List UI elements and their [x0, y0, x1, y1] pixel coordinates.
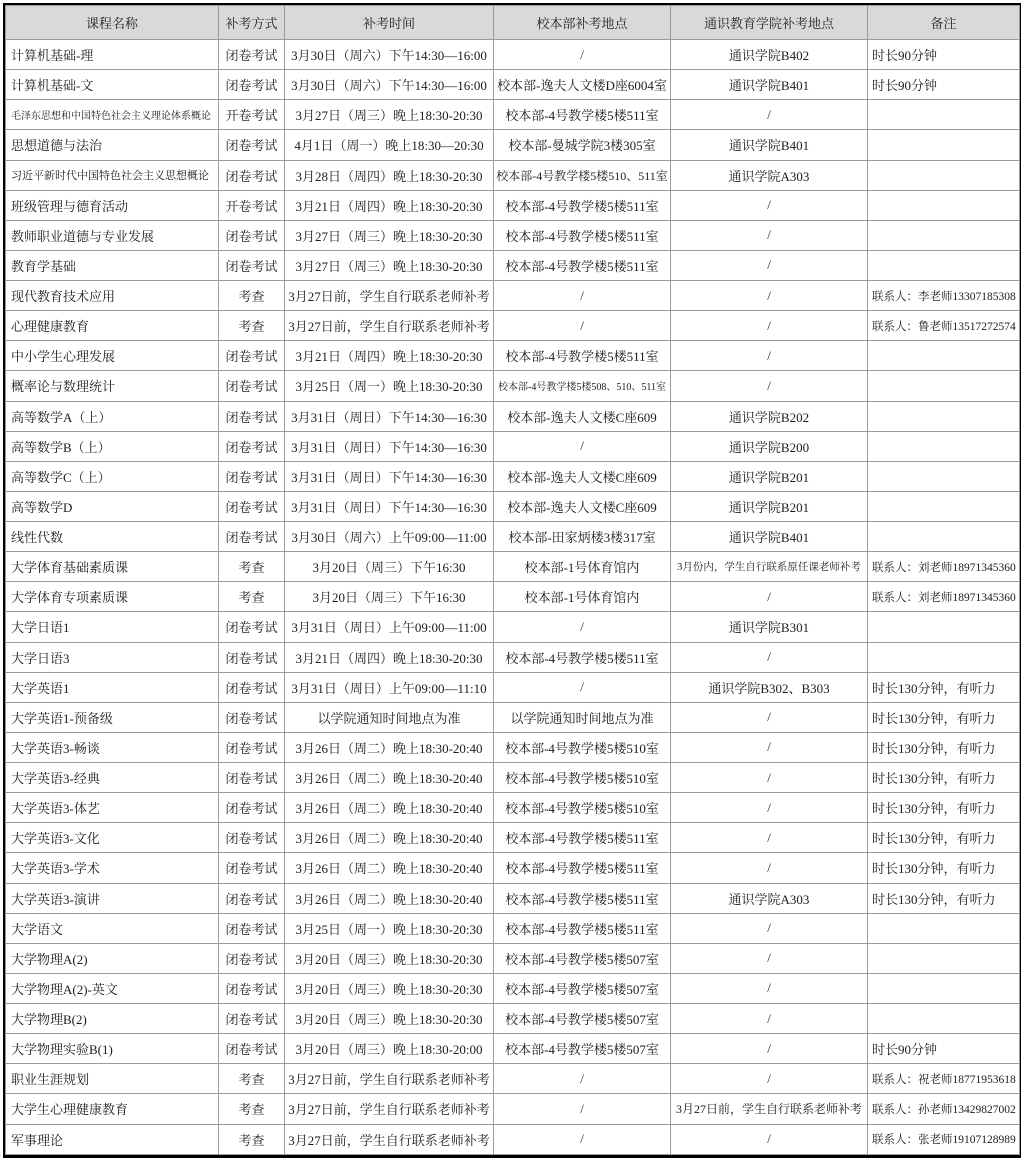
- table-cell: 通识学院B201: [671, 491, 868, 521]
- table-cell: 职业生涯规划: [6, 1064, 219, 1094]
- table-cell: 大学生心理健康教育: [6, 1094, 219, 1124]
- table-cell: 3月27日（周三）晚上18:30-20:30: [285, 250, 494, 280]
- table-cell: 校本部-4号教学楼5楼511室: [494, 190, 671, 220]
- table-row: [6, 281, 1020, 311]
- table-cell: 3月20日（周三）晚上18:30-20:30: [285, 943, 494, 973]
- table-cell: [868, 160, 1020, 190]
- table-cell: [868, 522, 1020, 552]
- table-header: [6, 6, 1020, 40]
- table-cell: 闭卷考试: [219, 341, 285, 371]
- table-cell: [868, 130, 1020, 160]
- table-cell: 3月26日（周二）晚上18:30-20:40: [285, 883, 494, 913]
- table-cell: 大学体育专项素质课: [6, 582, 219, 612]
- table-cell: /: [671, 250, 868, 280]
- table-cell: 时长130分钟，有听力: [868, 702, 1020, 732]
- table-cell: 大学英语3-畅谈: [6, 732, 219, 762]
- table-cell: 习近平新时代中国特色社会主义思想概论: [6, 160, 219, 190]
- table-cell: /: [671, 763, 868, 793]
- table-cell: 高等数学B（上）: [6, 431, 219, 461]
- table-cell: 3月份内，学生自行联系原任课老师补考: [671, 552, 868, 582]
- table-cell: 闭卷考试: [219, 883, 285, 913]
- table-cell: 线性代数: [6, 522, 219, 552]
- table-cell: 思想道德与法治: [6, 130, 219, 160]
- table-cell: /: [671, 1034, 868, 1064]
- table-row: [6, 793, 1020, 823]
- table-row: [6, 732, 1020, 762]
- table-cell: 大学物理A(2): [6, 943, 219, 973]
- table-cell: [868, 491, 1020, 521]
- table-cell: 闭卷考试: [219, 793, 285, 823]
- table-row: [6, 883, 1020, 913]
- table-cell: /: [671, 853, 868, 883]
- table-cell: 校本部-4号教学楼5楼511室: [494, 250, 671, 280]
- header-exam-time: 补考时间: [285, 6, 494, 40]
- table-cell: 3月26日（周二）晚上18:30-20:40: [285, 853, 494, 883]
- table-cell: 3月27日前，学生自行联系老师补考: [285, 1064, 494, 1094]
- table-cell: 时长130分钟，有听力: [868, 793, 1020, 823]
- table-cell: 时长130分钟，有听力: [868, 823, 1020, 853]
- table-cell: [868, 401, 1020, 431]
- table-cell: 3月27日（周三）晚上18:30-20:30: [285, 100, 494, 130]
- table-row: [6, 702, 1020, 732]
- table-cell: /: [671, 311, 868, 341]
- table-cell: 校本部-4号教学楼5楼511室: [494, 883, 671, 913]
- table-row: [6, 160, 1020, 190]
- table-cell: 3月21日（周四）晚上18:30-20:30: [285, 642, 494, 672]
- table-cell: /: [671, 1124, 868, 1155]
- table-cell: 闭卷考试: [219, 943, 285, 973]
- table-cell: 3月25日（周一）晚上18:30-20:30: [285, 913, 494, 943]
- table-cell: 3月25日（周一）晚上18:30-20:30: [285, 371, 494, 401]
- table-cell: 3月21日（周四）晚上18:30-20:30: [285, 190, 494, 220]
- table-cell: 联系人：刘老师18971345360: [868, 582, 1020, 612]
- table-cell: 3月27日前，学生自行联系老师补考: [285, 1124, 494, 1155]
- table-cell: 闭卷考试: [219, 1004, 285, 1034]
- table-cell: [868, 100, 1020, 130]
- table-cell: 闭卷考试: [219, 1034, 285, 1064]
- table-cell: 通识学院A303: [671, 160, 868, 190]
- table-cell: 毛泽东思想和中国特色社会主义理论体系概论: [6, 100, 219, 130]
- table-cell: 闭卷考试: [219, 702, 285, 732]
- table-row: [6, 431, 1020, 461]
- table-cell: [868, 371, 1020, 401]
- table-row: [6, 100, 1020, 130]
- table-cell: 通识学院B301: [671, 612, 868, 642]
- table-cell: 3月31日（周日）上午09:00—11:10: [285, 672, 494, 702]
- table-cell: 计算机基础-理: [6, 40, 219, 70]
- table-cell: 班级管理与德育活动: [6, 190, 219, 220]
- table-cell: /: [494, 40, 671, 70]
- table-cell: 闭卷考试: [219, 160, 285, 190]
- table-cell: 校本部-曼城学院3楼305室: [494, 130, 671, 160]
- table-cell: /: [494, 1094, 671, 1124]
- table-cell: [868, 642, 1020, 672]
- table-cell: 闭卷考试: [219, 672, 285, 702]
- table-cell: 考查: [219, 1124, 285, 1155]
- table-cell: 校本部-4号教学楼5楼511室: [494, 100, 671, 130]
- table-cell: 校本部-1号体育馆内: [494, 582, 671, 612]
- table-row: [6, 401, 1020, 431]
- table-cell: 闭卷考试: [219, 763, 285, 793]
- table-cell: 3月26日（周二）晚上18:30-20:40: [285, 793, 494, 823]
- table-cell: 3月20日（周三）下午16:30: [285, 582, 494, 612]
- table-row: [6, 461, 1020, 491]
- table-cell: /: [671, 732, 868, 762]
- table-cell: 3月26日（周二）晚上18:30-20:40: [285, 823, 494, 853]
- table-cell: 3月27日前，学生自行联系老师补考: [671, 1094, 868, 1124]
- table-cell: /: [671, 371, 868, 401]
- table-cell: /: [671, 702, 868, 732]
- table-cell: 3月31日（周日）下午14:30—16:30: [285, 491, 494, 521]
- table-cell: 教育学基础: [6, 250, 219, 280]
- table-cell: 闭卷考试: [219, 732, 285, 762]
- table-cell: 时长130分钟，有听力: [868, 883, 1020, 913]
- table-cell: 校本部-4号教学楼5楼507室: [494, 1034, 671, 1064]
- table-cell: 校本部-4号教学楼5楼511室: [494, 853, 671, 883]
- table-cell: /: [671, 1064, 868, 1094]
- table-cell: [868, 220, 1020, 250]
- table-cell: /: [494, 1064, 671, 1094]
- table-cell: 3月21日（周四）晚上18:30-20:30: [285, 341, 494, 371]
- table-cell: 3月27日前，学生自行联系老师补考: [285, 1094, 494, 1124]
- table-cell: 通识学院B302、B303: [671, 672, 868, 702]
- table-cell: 考查: [219, 311, 285, 341]
- table-cell: /: [494, 1124, 671, 1155]
- table-cell: 中小学生心理发展: [6, 341, 219, 371]
- table-cell: 大学英语3-文化: [6, 823, 219, 853]
- table-cell: 考查: [219, 1094, 285, 1124]
- table-cell: 闭卷考试: [219, 853, 285, 883]
- table-cell: 高等数学C（上）: [6, 461, 219, 491]
- exam-table-body: [6, 40, 1020, 1155]
- table-cell: 闭卷考试: [219, 220, 285, 250]
- table-cell: 闭卷考试: [219, 522, 285, 552]
- table-row: [6, 190, 1020, 220]
- table-cell: 闭卷考试: [219, 642, 285, 672]
- table-cell: 时长130分钟，有听力: [868, 763, 1020, 793]
- table-row: [6, 1004, 1020, 1034]
- table-cell: 大学英语1: [6, 672, 219, 702]
- table-cell: 时长130分钟，有听力: [868, 853, 1020, 883]
- table-row: [6, 1034, 1020, 1064]
- table-cell: 3月26日（周二）晚上18:30-20:40: [285, 763, 494, 793]
- table-cell: 校本部-4号教学楼5楼511室: [494, 913, 671, 943]
- header-remarks: 备注: [868, 6, 1020, 40]
- table-cell: 校本部-4号教学楼5楼510室: [494, 793, 671, 823]
- table-cell: 通识学院B202: [671, 401, 868, 431]
- table-cell: 教师职业道德与专业发展: [6, 220, 219, 250]
- table-cell: 闭卷考试: [219, 612, 285, 642]
- table-cell: 3月20日（周三）晚上18:30-20:30: [285, 1004, 494, 1034]
- table-cell: /: [671, 793, 868, 823]
- table-cell: 3月20日（周三）晚上18:30-20:30: [285, 973, 494, 1003]
- table-cell: 3月31日（周日）上午09:00—11:00: [285, 612, 494, 642]
- table-cell: 联系人：祝老师18771953618: [868, 1064, 1020, 1094]
- table-row: [6, 853, 1020, 883]
- table-cell: 闭卷考试: [219, 913, 285, 943]
- table-cell: 3月27日（周三）晚上18:30-20:30: [285, 220, 494, 250]
- table-row: [6, 913, 1020, 943]
- table-cell: /: [671, 190, 868, 220]
- table-cell: [868, 190, 1020, 220]
- table-cell: 3月20日（周三）下午16:30: [285, 552, 494, 582]
- table-cell: 大学英语3-体艺: [6, 793, 219, 823]
- table-cell: 校本部-4号教学楼5楼508、510、511室: [494, 371, 671, 401]
- table-cell: 时长90分钟: [868, 40, 1020, 70]
- table-cell: 联系人：鲁老师13517272574: [868, 311, 1020, 341]
- header-main-campus-location: 校本部补考地点: [494, 6, 671, 40]
- table-cell: 校本部-4号教学楼5楼511室: [494, 823, 671, 853]
- table-cell: [868, 250, 1020, 280]
- table-row: [6, 250, 1020, 280]
- table-cell: 校本部-逸夫人文楼D座6004室: [494, 70, 671, 100]
- table-cell: /: [671, 823, 868, 853]
- table-row: [6, 220, 1020, 250]
- table-cell: 考查: [219, 552, 285, 582]
- table-cell: 大学日语1: [6, 612, 219, 642]
- table-cell: 3月27日前，学生自行联系老师补考: [285, 281, 494, 311]
- table-cell: /: [671, 642, 868, 672]
- table-cell: 3月26日（周二）晚上18:30-20:40: [285, 732, 494, 762]
- table-cell: 以学院通知时间地点为准: [494, 702, 671, 732]
- table-cell: 校本部-4号教学楼5楼507室: [494, 973, 671, 1003]
- table-cell: 校本部-4号教学楼5楼510室: [494, 763, 671, 793]
- table-cell: 闭卷考试: [219, 491, 285, 521]
- table-cell: /: [671, 582, 868, 612]
- table-cell: 校本部-1号体育馆内: [494, 552, 671, 582]
- table-cell: 3月31日（周日）下午14:30—16:30: [285, 401, 494, 431]
- table-cell: /: [671, 341, 868, 371]
- table-cell: 3月31日（周日）下午14:30—16:30: [285, 461, 494, 491]
- table-cell: 考查: [219, 281, 285, 311]
- table-row: [6, 973, 1020, 1003]
- table-cell: 闭卷考试: [219, 461, 285, 491]
- table-cell: [868, 431, 1020, 461]
- table-row: [6, 371, 1020, 401]
- table-cell: 3月27日前，学生自行联系老师补考: [285, 311, 494, 341]
- table-cell: 通识学院A303: [671, 883, 868, 913]
- table-cell: [868, 341, 1020, 371]
- header-exam-method: 补考方式: [219, 6, 285, 40]
- table-row: [6, 341, 1020, 371]
- table-cell: 3月31日（周日）下午14:30—16:30: [285, 431, 494, 461]
- table-cell: 闭卷考试: [219, 250, 285, 280]
- table-cell: /: [671, 281, 868, 311]
- table-cell: 通识学院B201: [671, 461, 868, 491]
- table-cell: 大学物理A(2)-英文: [6, 973, 219, 1003]
- makeup-exam-table: [5, 5, 1020, 1155]
- table-cell: 时长90分钟: [868, 1034, 1020, 1064]
- table-cell: /: [494, 612, 671, 642]
- table-cell: 联系人：李老师13307185308: [868, 281, 1020, 311]
- table-cell: 校本部-4号教学楼5楼507室: [494, 1004, 671, 1034]
- table-cell: [868, 973, 1020, 1003]
- table-cell: /: [494, 672, 671, 702]
- table-row: [6, 612, 1020, 642]
- table-cell: 大学英语3-学术: [6, 853, 219, 883]
- table-row: [6, 130, 1020, 160]
- table-row: [6, 642, 1020, 672]
- table-row: [6, 1094, 1020, 1124]
- table-cell: 大学体育基础素质课: [6, 552, 219, 582]
- table-cell: 联系人：孙老师13429827002: [868, 1094, 1020, 1124]
- table-cell: 计算机基础-文: [6, 70, 219, 100]
- table-cell: 联系人：刘老师18971345360: [868, 552, 1020, 582]
- table-cell: 高等数学A（上）: [6, 401, 219, 431]
- table-cell: 校本部-4号教学楼5楼511室: [494, 220, 671, 250]
- table-cell: [868, 943, 1020, 973]
- table-cell: 现代教育技术应用: [6, 281, 219, 311]
- table-cell: 闭卷考试: [219, 40, 285, 70]
- table-cell: 时长90分钟: [868, 70, 1020, 100]
- table-cell: 4月1日（周一）晚上18:30—20:30: [285, 130, 494, 160]
- table-cell: 以学院通知时间地点为准: [285, 702, 494, 732]
- table-cell: 时长130分钟，有听力: [868, 732, 1020, 762]
- table-cell: 考查: [219, 582, 285, 612]
- table-cell: /: [671, 100, 868, 130]
- table-row: [6, 491, 1020, 521]
- table-cell: [868, 1004, 1020, 1034]
- table-row: [6, 552, 1020, 582]
- table-cell: 校本部-4号教学楼5楼510、511室: [494, 160, 671, 190]
- table-cell: 校本部-4号教学楼5楼511室: [494, 642, 671, 672]
- table-cell: 闭卷考试: [219, 823, 285, 853]
- table-cell: 时长130分钟，有听力: [868, 672, 1020, 702]
- table-row: [6, 40, 1020, 70]
- table-cell: 校本部-田家炳楼3楼317室: [494, 522, 671, 552]
- table-cell: 3月30日（周六）上午09:00—11:00: [285, 522, 494, 552]
- table-cell: 大学物理B(2): [6, 1004, 219, 1034]
- table-cell: /: [494, 281, 671, 311]
- table-cell: 闭卷考试: [219, 973, 285, 1003]
- table-cell: 校本部-逸夫人文楼C座609: [494, 461, 671, 491]
- table-cell: 大学英语3-经典: [6, 763, 219, 793]
- table-cell: 闭卷考试: [219, 130, 285, 160]
- table-row: [6, 522, 1020, 552]
- table-cell: [868, 612, 1020, 642]
- table-cell: 3月20日（周三）晚上18:30-20:00: [285, 1034, 494, 1064]
- table-cell: /: [671, 913, 868, 943]
- table-cell: 大学英语1-预备级: [6, 702, 219, 732]
- table-row: [6, 672, 1020, 702]
- table-cell: /: [494, 431, 671, 461]
- table-cell: 3月30日（周六）下午14:30—16:00: [285, 70, 494, 100]
- table-cell: 军事理论: [6, 1124, 219, 1155]
- table-cell: 闭卷考试: [219, 431, 285, 461]
- table-cell: 考查: [219, 1064, 285, 1094]
- table-cell: 通识学院B401: [671, 70, 868, 100]
- table-row: [6, 823, 1020, 853]
- table-row: [6, 763, 1020, 793]
- table-cell: /: [671, 220, 868, 250]
- table-row: [6, 582, 1020, 612]
- table-cell: [868, 461, 1020, 491]
- table-cell: 高等数学D: [6, 491, 219, 521]
- table-cell: 闭卷考试: [219, 70, 285, 100]
- table-cell: 大学语文: [6, 913, 219, 943]
- table-cell: 通识学院B401: [671, 130, 868, 160]
- table-cell: 通识学院B401: [671, 522, 868, 552]
- table-cell: 心理健康教育: [6, 311, 219, 341]
- table-cell: /: [494, 311, 671, 341]
- table-cell: 联系人：张老师19107128989: [868, 1124, 1020, 1155]
- table-cell: /: [671, 1004, 868, 1034]
- table-cell: 开卷考试: [219, 100, 285, 130]
- header-general-education-location: 通识教育学院补考地点: [671, 6, 868, 40]
- header-course-name: 课程名称: [6, 6, 219, 40]
- table-row: [6, 311, 1020, 341]
- table-row: [6, 1064, 1020, 1094]
- table-cell: 3月28日（周四）晚上18:30-20:30: [285, 160, 494, 190]
- table-cell: 开卷考试: [219, 190, 285, 220]
- table-cell: 大学日语3: [6, 642, 219, 672]
- table-cell: /: [671, 973, 868, 1003]
- header-row: [6, 6, 1020, 40]
- table-cell: [868, 913, 1020, 943]
- table-cell: 大学英语3-演讲: [6, 883, 219, 913]
- table-cell: 校本部-4号教学楼5楼510室: [494, 732, 671, 762]
- table-cell: 大学物理实验B(1): [6, 1034, 219, 1064]
- table-cell: 校本部-4号教学楼5楼507室: [494, 943, 671, 973]
- table-cell: 校本部-逸夫人文楼C座609: [494, 401, 671, 431]
- table-cell: 概率论与数理统计: [6, 371, 219, 401]
- table-row: [6, 70, 1020, 100]
- table-cell: 校本部-逸夫人文楼C座609: [494, 491, 671, 521]
- table-cell: 3月30日（周六）下午14:30—16:00: [285, 40, 494, 70]
- table-row: [6, 1124, 1020, 1155]
- table-cell: 闭卷考试: [219, 371, 285, 401]
- makeup-exam-schedule-sheet: [3, 3, 1021, 1158]
- table-cell: 闭卷考试: [219, 401, 285, 431]
- table-cell: 校本部-4号教学楼5楼511室: [494, 341, 671, 371]
- table-cell: 通识学院B402: [671, 40, 868, 70]
- table-row: [6, 943, 1020, 973]
- table-cell: 通识学院B200: [671, 431, 868, 461]
- table-cell: /: [671, 943, 868, 973]
